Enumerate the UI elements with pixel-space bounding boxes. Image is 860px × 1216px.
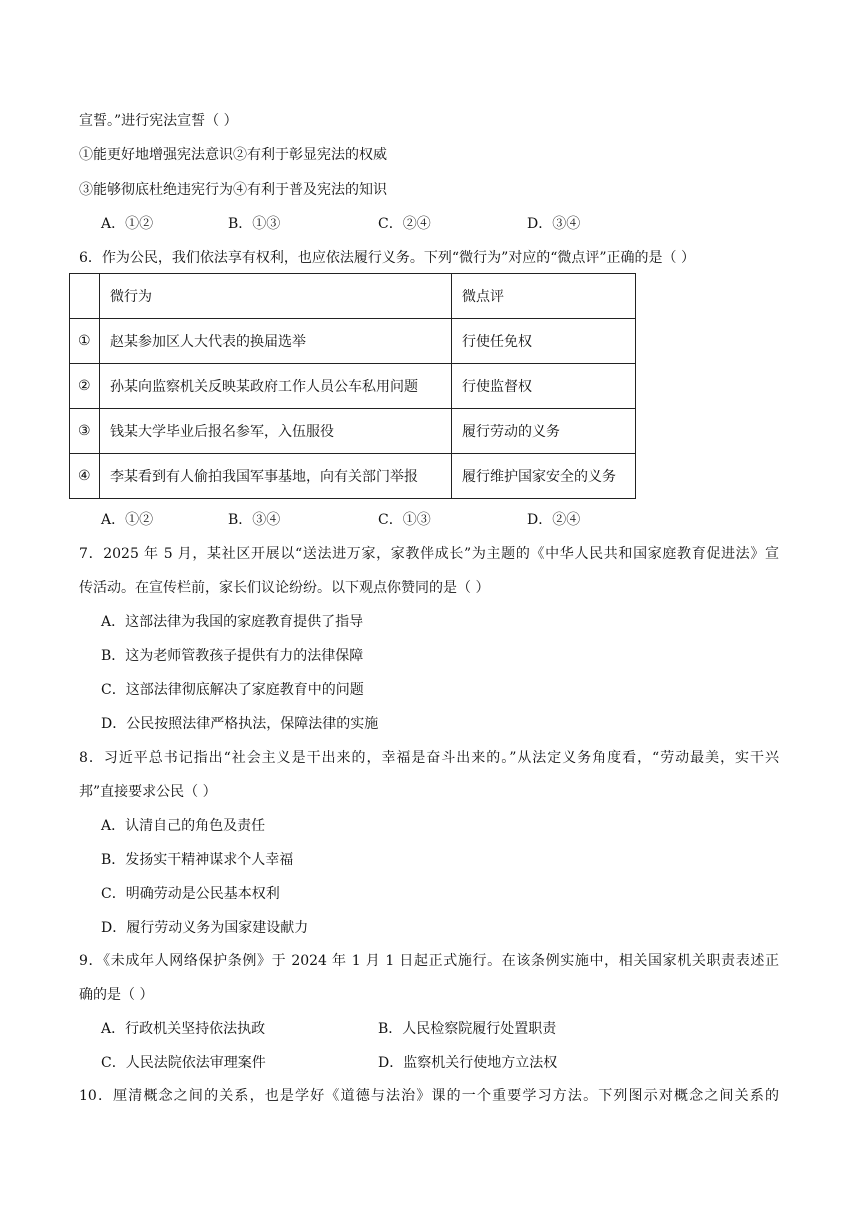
q5-statement-1: ①能更好地增强宪法意识②有利于彰显宪法的权威 (79, 147, 387, 163)
q8-stem-line-1: 8．习近平总书记指出“社会主义是干出来的，幸福是奋斗出来的。”从法定义务角度看，“劳动最美，实干兴 (79, 750, 779, 766)
q5-stem-tail: 宣誓。”进行宪法宣誓（ ） (79, 113, 238, 129)
table-row (70, 454, 636, 499)
table-cell-comment: 行使监督权 (452, 364, 636, 409)
q9-option-b: B．人民检察院履行处置职责 (378, 1021, 557, 1037)
q8-option-a: A．认清自己的角色及责任 (101, 818, 266, 834)
table-header-row (70, 274, 636, 319)
q5-option-a: A．①② (101, 216, 154, 232)
q5-option-c: C．②④ (378, 216, 431, 232)
q5-statement-2: ③能够彻底杜绝违宪行为④有利于普及宪法的知识 (79, 182, 387, 198)
q8-option-b: B．发扬实干精神谋求个人幸福 (101, 852, 294, 868)
table-header-index (70, 274, 100, 319)
table-cell-behavior: 赵某参加区人大代表的换届选举 (100, 319, 452, 364)
q7-stem-line-1: 7．2025 年 5 月，某社区开展以“送法进万家，家教伴成长”为主题的《中华人民共和国家庭教育促进法》宣 (79, 546, 779, 562)
table-cell-index: ③ (70, 409, 100, 454)
q7-option-c: C．这部法律彻底解决了家庭教育中的问题 (101, 682, 364, 698)
q7-option-b: B．这为老师管教孩子提供有力的法律保障 (101, 648, 364, 664)
q7-stem-line-2: 传活动。在宣传栏前，家长们议论纷纷。以下观点你赞同的是（ ） (79, 580, 490, 596)
q6-option-c: C．①③ (378, 512, 431, 528)
q5-option-b: B．①③ (228, 216, 281, 232)
q8-option-d: D．履行劳动义务为国家建设献力 (101, 920, 309, 936)
q9-option-c: C．人民法院依法审理案件 (101, 1055, 266, 1071)
q8-stem-line-2: 邦”直接要求公民（ ） (79, 784, 217, 800)
table-cell-index: ② (70, 364, 100, 409)
q9-option-a: A．行政机关坚持依法执政 (101, 1021, 266, 1037)
table-cell-behavior: 钱某大学毕业后报名参军，入伍服役 (100, 409, 452, 454)
q6-option-b: B．③④ (228, 512, 281, 528)
table-cell-comment: 行使任免权 (452, 319, 636, 364)
q9-stem-line-2: 确的是（ ） (79, 987, 154, 1003)
table-row (70, 364, 636, 409)
q6-option-a: A．①② (101, 512, 154, 528)
q7-option-d: D．公民按照法律严格执法，保障法律的实施 (101, 716, 379, 732)
table-cell-index: ① (70, 319, 100, 364)
table-header-comment: 微点评 (452, 274, 636, 319)
table-cell-behavior: 李某看到有人偷拍我国军事基地，向有关部门举报 (100, 454, 452, 499)
table-row (70, 319, 636, 364)
table-cell-comment: 履行维护国家安全的义务 (452, 454, 636, 499)
table-cell-behavior: 孙某向监察机关反映某政府工作人员公车私用问题 (100, 364, 452, 409)
table-header-behavior: 微行为 (100, 274, 452, 319)
table-row (70, 409, 636, 454)
q6-stem: 6．作为公民，我们依法享有权利，也应依法履行义务。下列“微行为”对应的“微点评”正确的是（ ） (79, 250, 695, 266)
q9-option-d: D．监察机关行使地方立法权 (378, 1055, 558, 1071)
q9-stem-line-1: 9．《未成年人网络保护条例》于 2024 年 1 月 1 日起正式施行。在该条例实施中，相关国家机关职责表述正 (79, 953, 779, 969)
q6-option-d: D．②④ (527, 512, 581, 528)
q7-option-a: A．这部法律为我国的家庭教育提供了指导 (101, 614, 364, 630)
q5-option-d: D．③④ (527, 216, 581, 232)
q8-option-c: C．明确劳动是公民基本权利 (101, 886, 280, 902)
table-cell-index: ④ (70, 454, 100, 499)
q10-stem-line-1: 10．厘清概念之间的关系，也是学好《道德与法治》课的一个重要学习方法。下列图示对概念之间关系的 (79, 1088, 779, 1104)
table-cell-comment: 履行劳动的义务 (452, 409, 636, 454)
q6-table (69, 273, 636, 499)
